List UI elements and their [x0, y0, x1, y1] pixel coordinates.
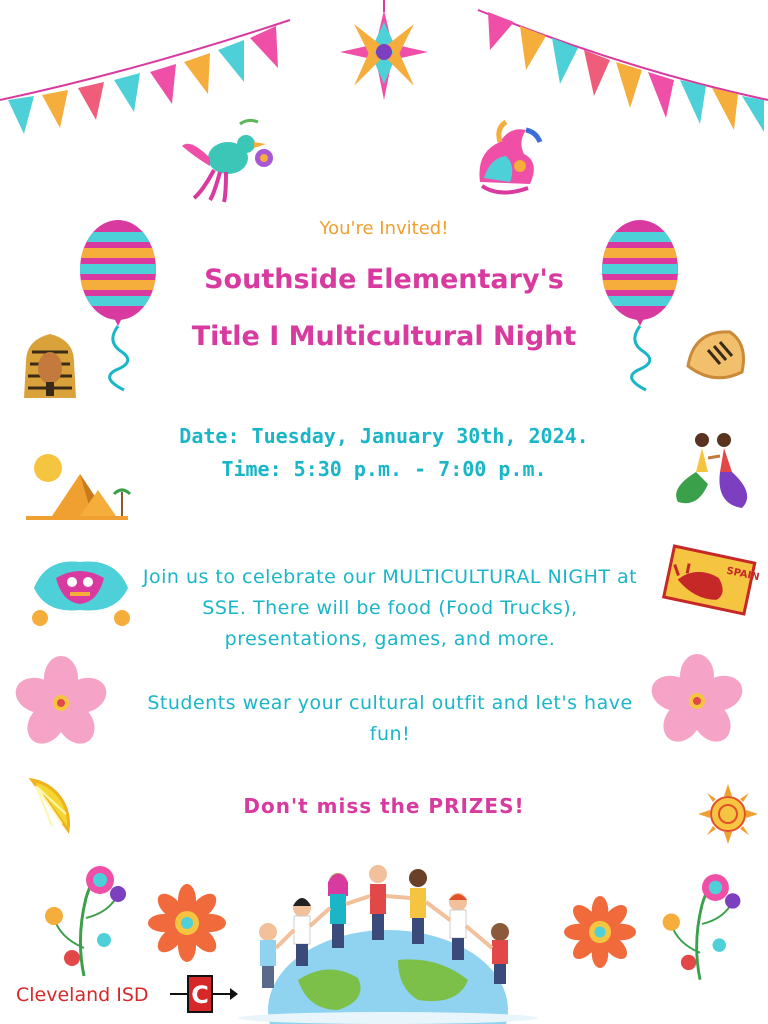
event-title-line-2: Title I Multicultural Night [191, 321, 577, 352]
pink-flower-right-icon [652, 656, 742, 746]
outfit-paragraph: Students wear your cultural outfit and let's have fun! [147, 692, 633, 745]
floral-branch-left-icon [36, 858, 136, 978]
pink-flower-left-icon [16, 658, 106, 748]
orange-flower-left-icon [148, 884, 226, 962]
dancers-icon [668, 428, 758, 512]
folk-rooster-icon [470, 122, 546, 202]
floral-branch-right-icon [654, 866, 750, 982]
description-paragraph: Join us to celebrate our MULTICULTURAL NIGHT at SSE. There will be food (Food Trucks), presentations, games, and more. [142, 566, 638, 650]
logo-letter: C [191, 981, 209, 1009]
event-time: Time: 5:30 p.m. - 7:00 p.m. [221, 457, 547, 481]
star-ornament-icon [336, 0, 432, 108]
bunting-right-decoration [468, 0, 768, 140]
spain-bull-card-icon [664, 546, 761, 616]
cleveland-logo-icon [170, 972, 238, 1016]
balloon-left-icon [76, 218, 166, 394]
prizes-callout: Don't miss the PRIZES! [243, 794, 525, 818]
lion-dance-icon [26, 548, 134, 632]
globe-children-illustration [238, 860, 538, 1020]
pyramids-icon [22, 452, 132, 522]
event-date: Date: Tuesday, January 30th, 2024. [179, 424, 589, 448]
sun-icon [698, 784, 758, 844]
orange-flower-right-icon [564, 896, 636, 968]
spain-flag-text: SPAIN [725, 565, 761, 584]
district-name: Cleveland ISD [16, 984, 149, 1006]
invited-subtitle: You're Invited! [319, 218, 449, 239]
folk-bird-icon [180, 118, 276, 202]
balloon-right-icon [598, 218, 688, 394]
event-title-line-1: Southside Elementary's [204, 264, 564, 295]
